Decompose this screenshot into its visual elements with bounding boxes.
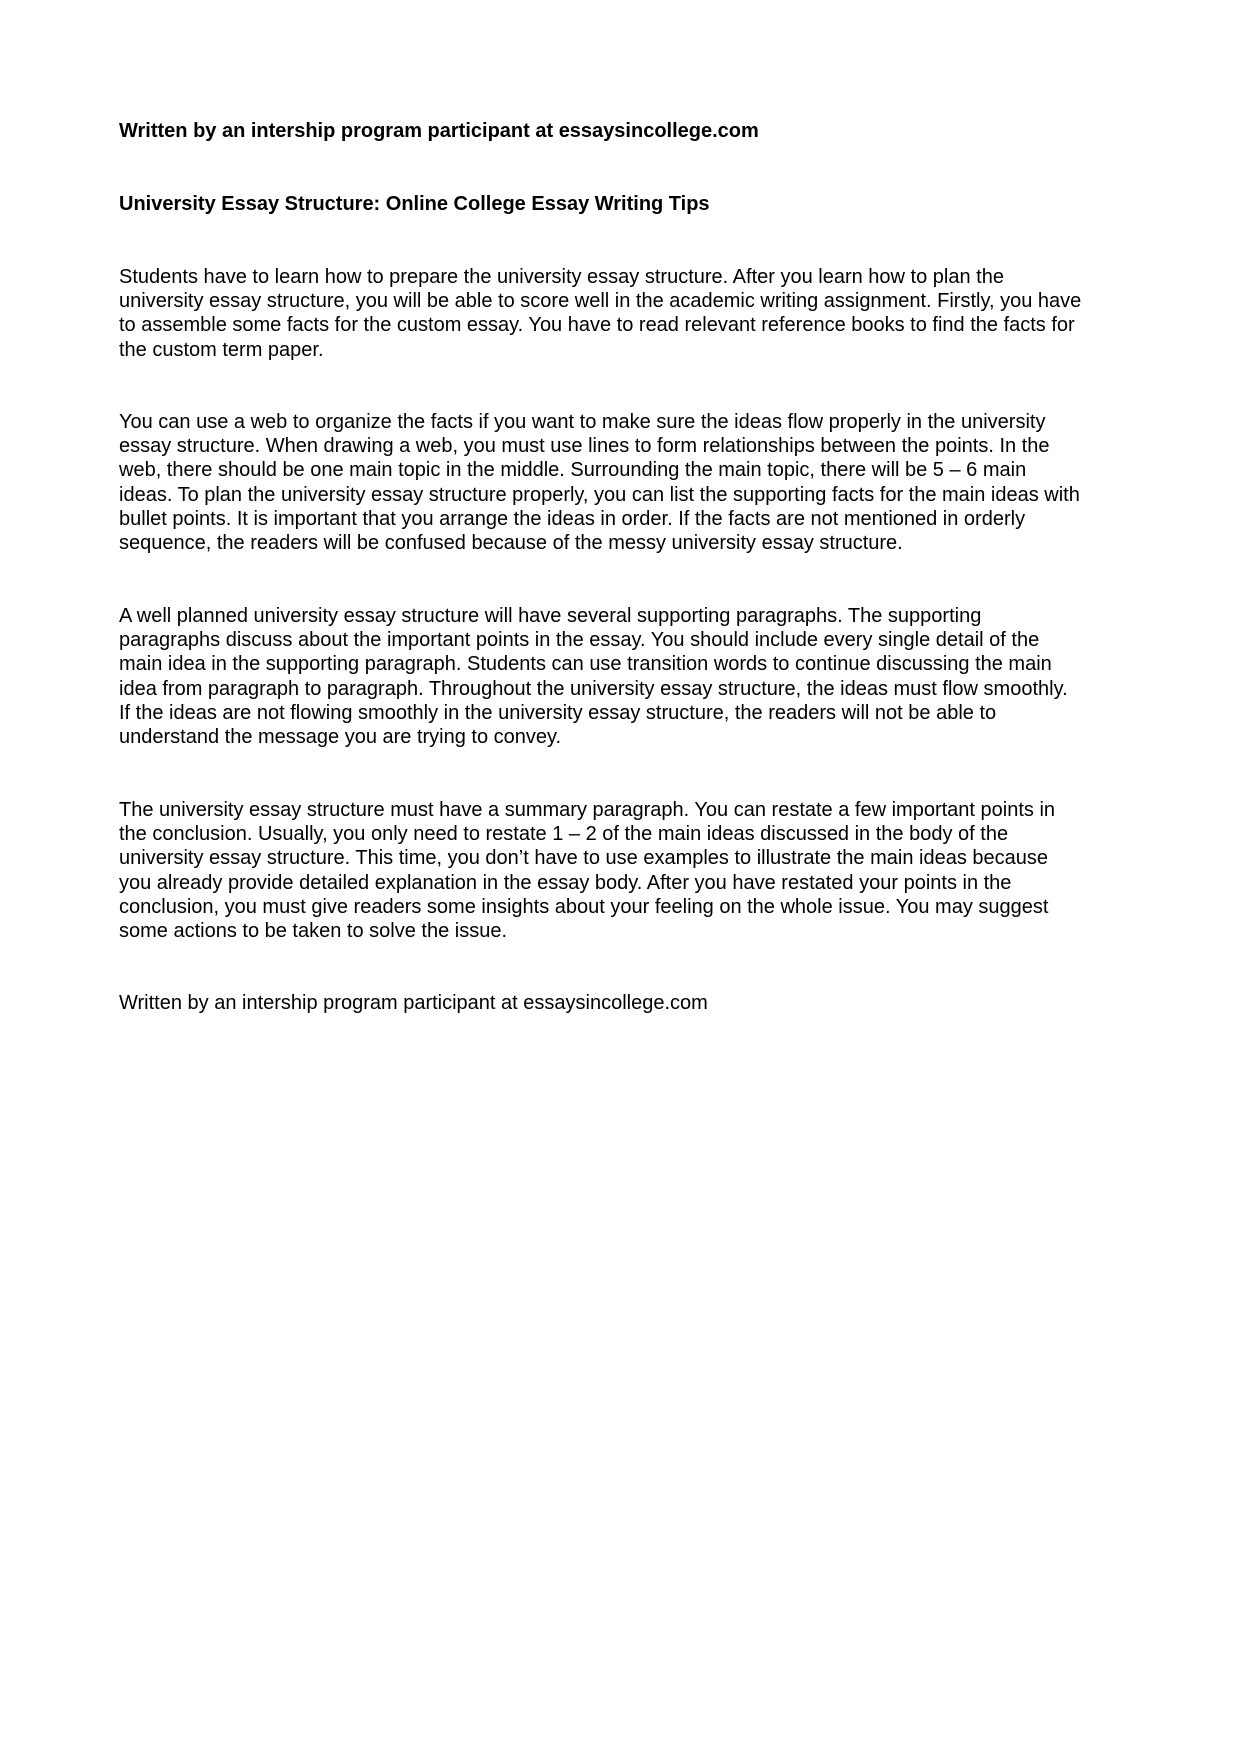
byline-bottom: Written by an intership program participant at essaysincollege.com xyxy=(119,992,708,1014)
paragraph-line: sequence, the readers will be confused because of the messy university essay structure. xyxy=(119,532,903,555)
paragraph-line: some actions to be taken to solve the issue. xyxy=(119,920,507,943)
paragraph-line: you already provide detailed explanation in the essay body. After you have restated your points in the xyxy=(119,871,1012,894)
paragraph-line: ideas. To plan the university essay structure properly, you can list the supporting facts for the main ideas with xyxy=(119,483,1080,506)
paragraph-4 xyxy=(119,798,1129,943)
paragraph-line: If the ideas are not flowing smoothly in the university essay structure, the readers will not be able to xyxy=(119,701,997,724)
paragraph-line: the custom term paper. xyxy=(119,338,324,361)
paragraph-line: Students have to learn how to prepare the university essay structure. After you learn how to plan the xyxy=(119,266,1004,288)
paragraph-line: to assemble some facts for the custom essay. You have to read relevant reference books to find the facts for xyxy=(119,314,1075,337)
paragraph-1 xyxy=(119,265,1129,362)
byline-top: Written by an intership program participant at essaysincollege.com xyxy=(119,120,759,142)
paragraph-line: A well planned university essay structure will have several supporting paragraphs. The supporting xyxy=(119,605,982,627)
essay-title: University Essay Structure: Online College Essay Writing Tips xyxy=(119,193,710,215)
paragraph-line: essay structure. When drawing a web, you must use lines to form relationships between the points. In the xyxy=(119,435,1050,458)
paragraph-line: bullet points. It is important that you arrange the ideas in order. If the facts are not mentioned in orderly xyxy=(119,507,1026,530)
paragraph-line: university essay structure, you will be able to score well in the academic writing assignment. Firstly, you have xyxy=(119,290,1082,313)
paragraph-line: understand the message you are trying to convey. xyxy=(119,726,562,749)
paragraph-3 xyxy=(119,604,1129,749)
paragraph-line: web, there should be one main topic in the middle. Surrounding the main topic, there will be 5 – 6 main xyxy=(119,459,1027,482)
paragraph-line: idea from paragraph to paragraph. Throughout the university essay structure, the ideas must flow smoothly. xyxy=(119,677,1068,700)
paragraph-line: paragraphs discuss about the important points in the essay. You should include every single detail of the xyxy=(119,629,1040,652)
paragraph-line: university essay structure. This time, you don’t have to use examples to illustrate the main ideas because xyxy=(119,847,1048,870)
paragraph-line: conclusion, you must give readers some insights about your feeling on the whole issue. You may suggest xyxy=(119,895,1049,918)
paragraph-line: the conclusion. Usually, you only need to restate 1 – 2 of the main ideas discussed in the body of the xyxy=(119,823,1009,846)
paragraph-line: main idea in the supporting paragraph. Students can use transition words to continue discussing the main xyxy=(119,653,1052,676)
paragraph-2 xyxy=(119,410,1129,555)
paragraph-line: The university essay structure must have a summary paragraph. You can restate a few important points in xyxy=(119,799,1056,821)
paragraph-line: You can use a web to organize the facts if you want to make sure the ideas flow properly in the university xyxy=(119,411,1046,433)
